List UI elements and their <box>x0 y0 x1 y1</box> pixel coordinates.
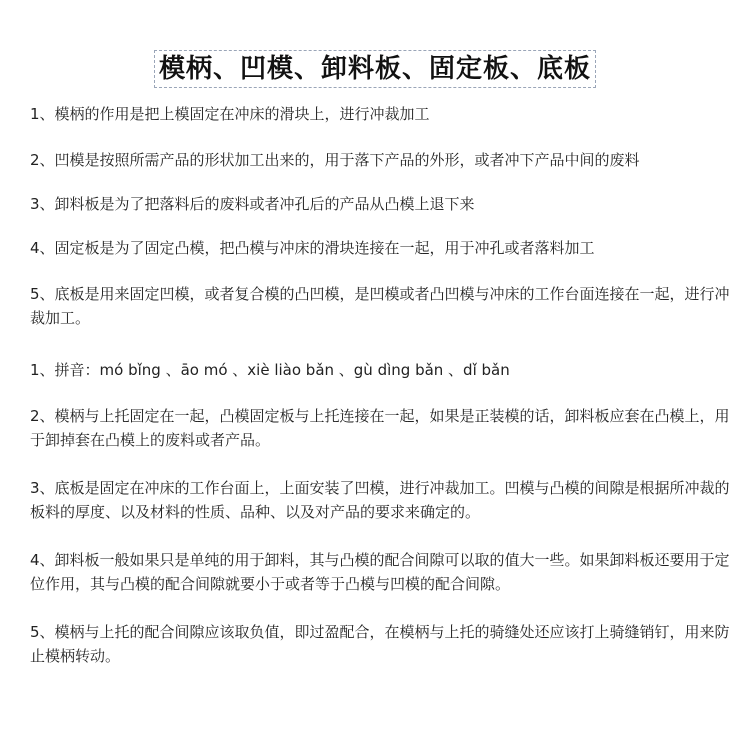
paragraph-9: 4、卸料板一般如果只是单纯的用于卸料，其与凸模的配合间隙可以取的值大一些。如果卸料板还要用于定位作用，其与凸模的配合间隙就要小于或者等于凸模与凹模的配合间隙。 <box>30 551 730 593</box>
paragraph-7: 2、模柄与上托固定在一起，凸模固定板与上托连接在一起，如果是正装模的话，卸料板应套在凸模上，用于卸掉套在凸模上的废料或者产品。 <box>30 407 730 449</box>
paragraph-10: 5、模柄与上托的配合间隙应该取负值，即过盈配合，在模柄与上托的骑缝处还应该打上骑缝销钉，用来防止模柄转动。 <box>30 623 730 665</box>
paragraph-3: 3、卸料板是为了把落料后的废料或者冲孔后的产品从凸模上退下来 <box>30 195 475 213</box>
title-text: 模柄、凹模、卸料板、固定板、底板 <box>154 50 596 88</box>
paragraph-1: 1、模柄的作用是把上模固定在冲床的滑块上，进行冲裁加工 <box>30 105 430 123</box>
paragraph-2: 2、凹模是按照所需产品的形状加工出来的，用于落下产品的外形，或者冲下产品中间的废料 <box>30 151 640 169</box>
paragraph-8: 3、底板是固定在冲床的工作台面上，上面安装了凹模，进行冲裁加工。凹模与凸模的间隙是根据所冲裁的板料的厚度、以及材料的性质、品种、以及对产品的要求来确定的。 <box>30 479 730 521</box>
paragraph-4: 4、固定板是为了固定凸模，把凸模与冲床的滑块连接在一起，用于冲孔或者落料加工 <box>30 239 595 257</box>
article-title <box>0 50 750 88</box>
paragraph-5: 5、底板是用来固定凹模，或者复合模的凸凹模，是凹模或者凸凹模与冲床的工作台面连接在一起，进行冲裁加工。 <box>30 285 730 327</box>
paragraph-6: 1、拼音：mó bǐng 、āo mó 、xiè liào bǎn 、gù dìng bǎn 、dǐ bǎn <box>30 361 510 379</box>
